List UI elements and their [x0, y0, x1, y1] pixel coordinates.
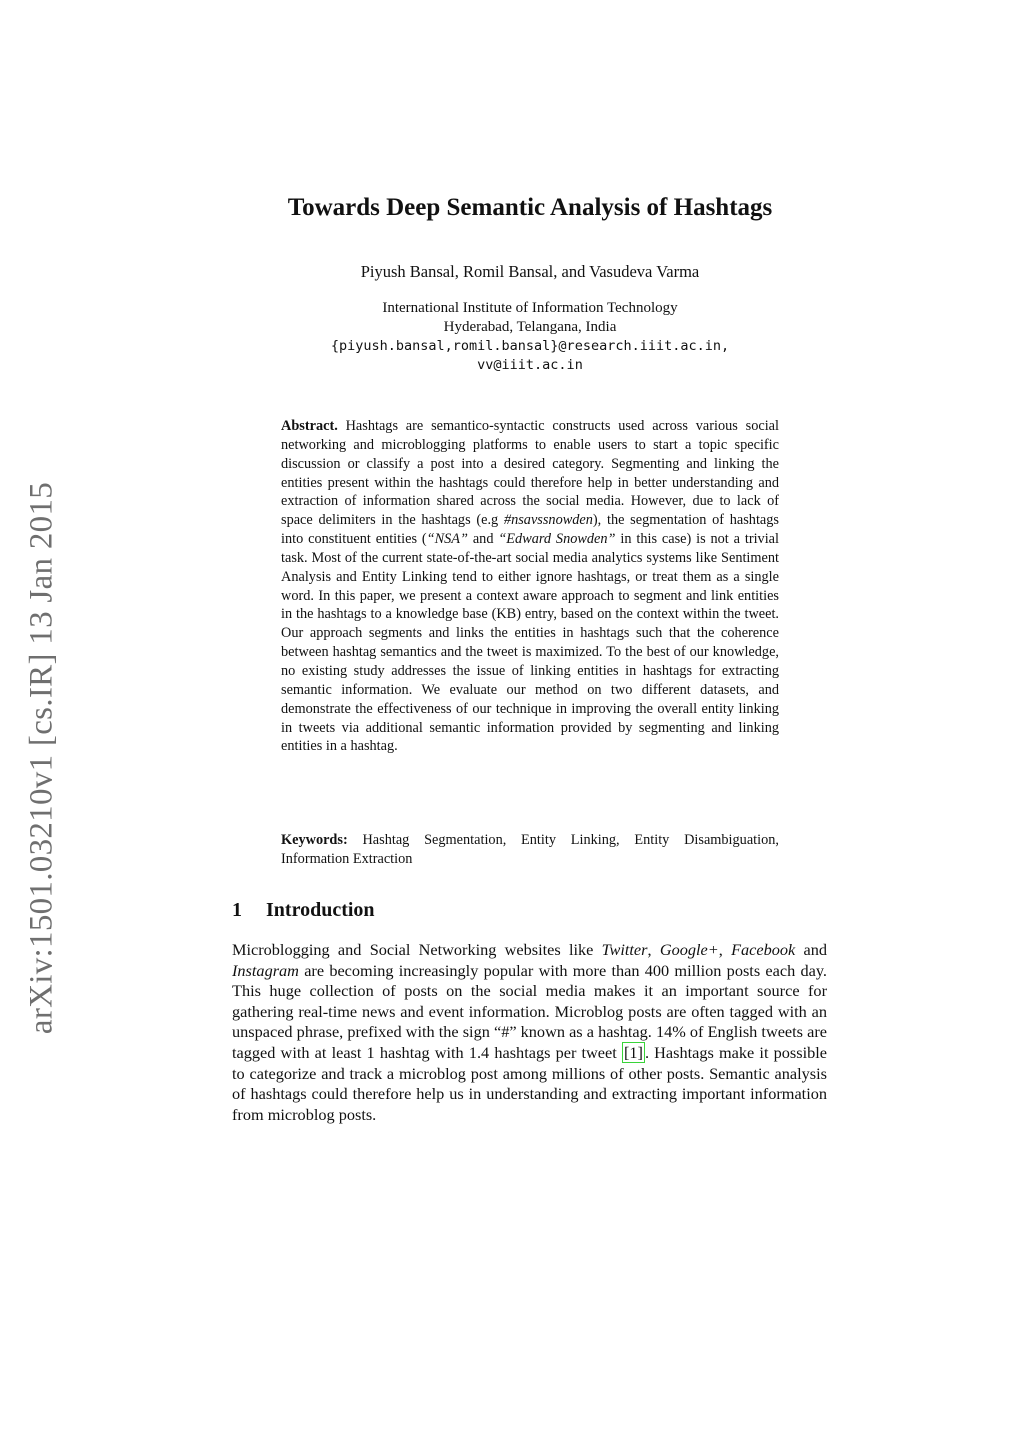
abstract-example-hashtag: #nsavssnowden: [503, 512, 593, 529]
intro-googleplus: Google+: [659, 940, 719, 959]
section-title: Introduction: [266, 899, 375, 921]
arxiv-identifier-stamp: arXiv:1501.03210v1 [cs.IR] 13 Jan 2015: [23, 481, 60, 1035]
citation-open-bracket: [: [623, 1042, 630, 1062]
abstract-text-part2: ), the segmentation of hashtags into constituent entities (: [281, 512, 779, 548]
intro-and: and: [795, 940, 828, 959]
citation-number: 1: [629, 1042, 638, 1062]
abstract-label: Abstract.: [281, 418, 338, 434]
author-list: Piyush Bansal, Romil Bansal, and Vasudeva Varma: [360, 262, 700, 281]
keywords-paragraph: [281, 831, 779, 869]
intro-instagram: Instagram: [232, 960, 299, 980]
keywords-label: Keywords:: [281, 832, 348, 848]
abstract-text-part4: in this case) is not a trivial task. Most of the current state-of-the-art social media analytics systems like Sentiment Analysis and Entity Linking tend to either ignore hashtags, or treat them as a single word. In this paper, we present a context aware approach to segment and link entities in the hashtags to a knowledge base (KB) entry, based on the context within the tweet. Our approach segments and links the entities in hashtags such that the coherence between hashtag semantics and the tweet is maximized. To the best of our knowledge, no existing study addresses the issue of linking entities in hashtags for extracting semantic information. We evaluate our method on two different datasets, and demonstrate the effectiveness of our technique in improving the overall entity linking in tweets via additional semantic information provided by segmenting and linking entities in a hashtag.: [281, 531, 779, 755]
paper-title: Towards Deep Semantic Analysis of Hashtags: [287, 194, 773, 221]
abstract-entity-nsa: “NSA”: [426, 531, 468, 548]
abstract-entity-snowden: “Edward Snowden”: [498, 531, 616, 548]
affiliation-location: Hyderabad, Telangana, India: [443, 319, 617, 335]
affiliation-block: [200, 299, 860, 375]
abstract-paragraph: [281, 417, 779, 756]
section-number: 1: [232, 899, 242, 921]
abstract-text-part1: Hashtags are semantico-syntactic constructs used across various social networking and microblogging platforms to enable users to start a topic specific discussion or classify a post into a desired category. Segmenting and linking the entities present within the hashtags could therefore help in better understanding and extraction of information shared across the social media. However, due to lack of space delimiters in the hashtags (e.g: [281, 418, 779, 529]
citation-link-1[interactable]: [622, 1042, 645, 1063]
abstract-text-part3: and: [467, 531, 499, 548]
intro-text-part3: . Hashtags make it possible to categorize and track a microblog post among millions of other posts. Semantic analysis of hashtags could therefore help us in understanding and extracting important information from microblog posts.: [232, 1042, 827, 1124]
author-emails: {piyush.bansal,romil.bansal}@research.iiit.ac.in,: [330, 338, 730, 354]
intro-text-part2: are becoming increasingly popular with more than 400 million posts each day. This huge collection of posts on the social media makes it an important source for gathering real-time news and event information. Microblog posts are often tagged with an unspaced phrase, prefixed with the sign “#” known as a hashtag. 14% of English tweets are tagged with at least 1 hashtag with 1.4 hashtags per tweet: [232, 960, 827, 1062]
intro-twitter: Twitter: [601, 940, 648, 959]
section-heading-introduction: [232, 899, 375, 922]
intro-facebook: Facebook: [731, 940, 796, 959]
citation-close-bracket: ]: [637, 1042, 643, 1062]
keywords-text: Hashtag Segmentation, Entity Linking, Entity Disambiguation, Information Extraction: [281, 832, 779, 867]
intro-comma-1: ,: [647, 940, 660, 959]
affiliation-institute: International Institute of Information Technology: [382, 300, 678, 316]
author-email-secondary: vv@iiit.ac.in: [477, 357, 583, 373]
introduction-paragraph: [232, 940, 827, 1125]
intro-text-part1: Microblogging and Social Networking websites like: [232, 940, 602, 959]
intro-comma-2: ,: [718, 940, 732, 959]
